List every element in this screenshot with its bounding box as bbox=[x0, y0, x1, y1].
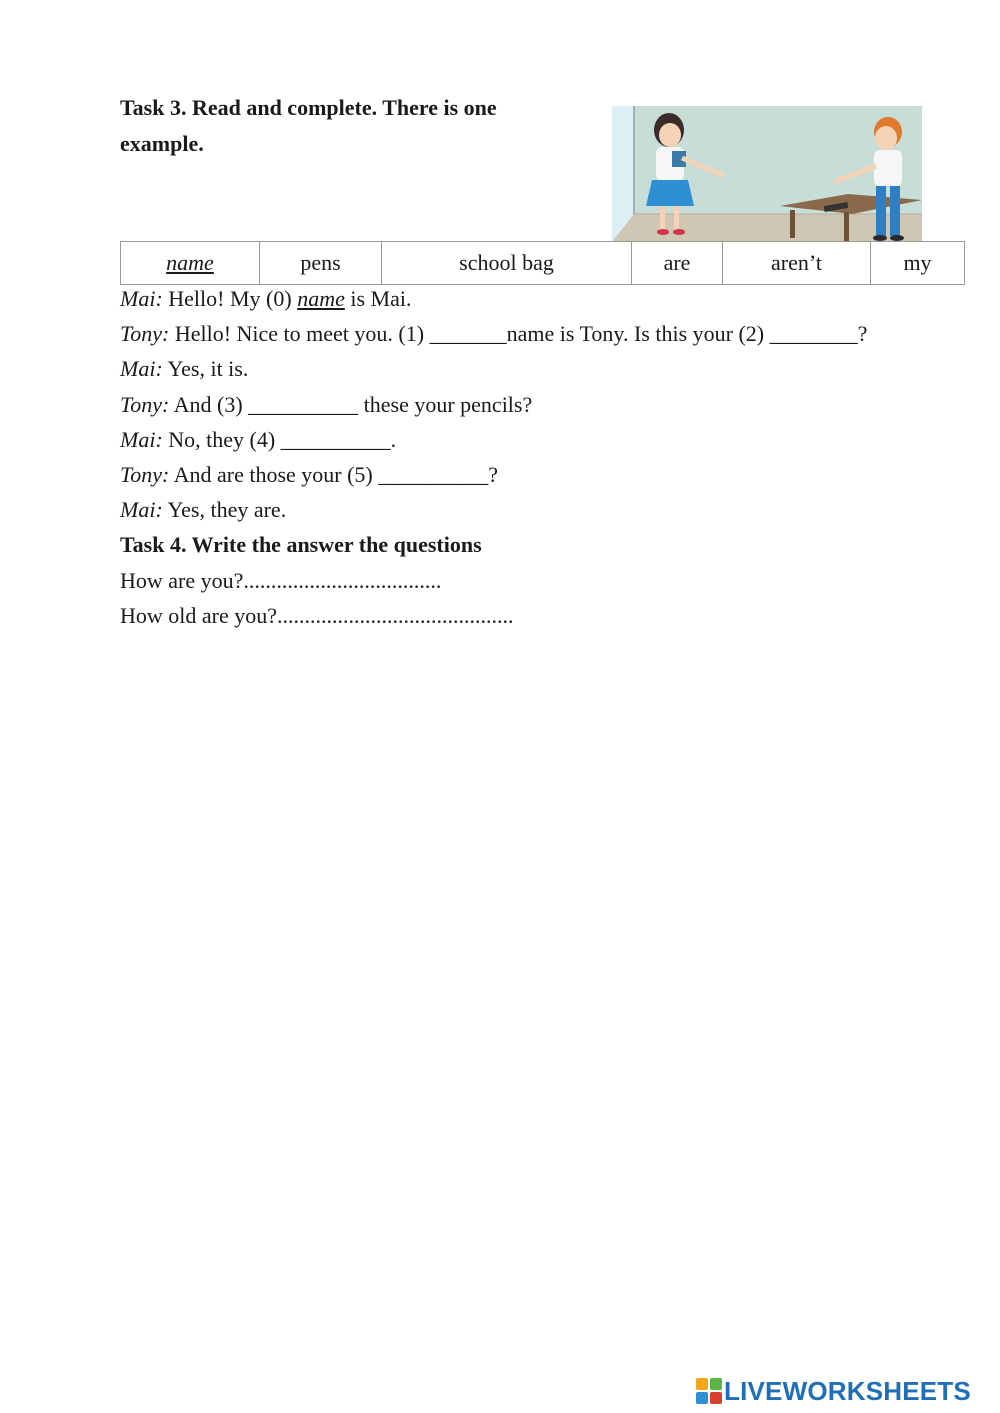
logo-text: LIVEWORKSHEETS bbox=[724, 1375, 971, 1406]
dialogue-line bbox=[120, 316, 980, 351]
word-bank-cell: name bbox=[121, 242, 260, 285]
word-bank-cell: pens bbox=[260, 242, 382, 285]
dialogue-line bbox=[120, 387, 980, 422]
dialogue-text: No, they (4) __________. bbox=[162, 426, 397, 452]
dialogue-text: is Mai. bbox=[344, 286, 412, 311]
word-bank-cell: school bag bbox=[382, 242, 632, 285]
dialogue-text: Hello! Nice to meet you. (1) _______name is Tony. Is this your (2) ________? bbox=[169, 321, 868, 347]
dialogue-text: Hello! My (0) bbox=[162, 286, 298, 311]
liveworksheets-logo-icon bbox=[696, 1378, 722, 1404]
dialogue-line bbox=[120, 281, 980, 316]
question-line: How old are you?........................................... bbox=[120, 602, 514, 628]
worksheet-body bbox=[120, 281, 980, 633]
dialogue-text: And (3) __________ these your pencils? bbox=[169, 391, 533, 417]
dialogue-text: And are those your (5) __________? bbox=[169, 461, 499, 487]
speaker-name: Mai: bbox=[120, 286, 163, 311]
word-bank-cell: aren’t bbox=[723, 242, 871, 285]
dialogue-line bbox=[120, 351, 980, 386]
word-bank-table bbox=[120, 241, 965, 285]
dialogue-text: Yes, they are. bbox=[162, 497, 287, 523]
speaker-name: Mai: bbox=[120, 497, 163, 523]
speaker-name: Tony: bbox=[120, 461, 170, 487]
speaker-name: Mai: bbox=[120, 426, 163, 452]
dialogue-line bbox=[120, 492, 980, 527]
example-answer: name bbox=[297, 286, 345, 311]
question-line: How are you?.................................... bbox=[120, 567, 442, 593]
dialogue-line bbox=[120, 457, 980, 492]
word-bank-row bbox=[121, 242, 965, 285]
liveworksheets-logo bbox=[696, 1374, 971, 1408]
speaker-name: Tony: bbox=[120, 321, 170, 347]
task4-heading: Task 4. Write the answer the questions bbox=[120, 532, 482, 558]
task3-heading: Task 3. Read and complete. There is one example. bbox=[120, 95, 497, 156]
speaker-name: Mai: bbox=[120, 356, 163, 382]
word-bank-cell: are bbox=[632, 242, 723, 285]
dialogue-line bbox=[120, 422, 980, 457]
word-bank-cell: my bbox=[871, 242, 965, 285]
classroom-illustration bbox=[612, 106, 922, 242]
speaker-name: Tony: bbox=[120, 391, 170, 417]
dialogue-text: Yes, it is. bbox=[162, 356, 249, 382]
